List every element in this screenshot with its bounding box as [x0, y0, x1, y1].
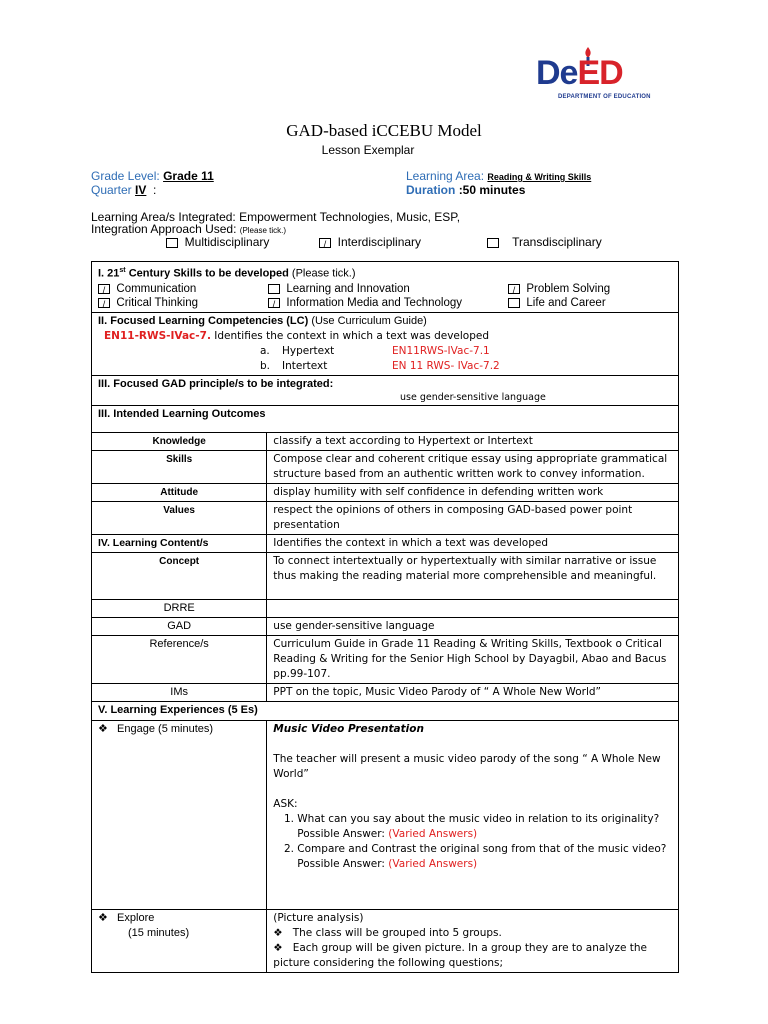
engage-heading: Music Video Presentation: [273, 722, 424, 735]
checkbox-icon[interactable]: /: [508, 284, 520, 294]
outcome-row: [92, 501, 679, 534]
duration: Duration :50 minutes: [406, 183, 526, 197]
skill-problem-solving[interactable]: / Problem Solving: [508, 282, 610, 296]
section-gad-principle: [92, 375, 679, 405]
diamond-bullet-icon: ❖: [98, 722, 108, 735]
document-title: GAD-based iCCEBU Model: [286, 121, 482, 140]
skill-communication[interactable]: / Communication: [98, 282, 268, 296]
outcome-text: display humility with self confidence in defending written work: [267, 483, 679, 501]
gad-principle-value: use gender-sensitive language: [400, 391, 546, 403]
competency: EN11-RWS-IVac-7. Identifies the context in which a text was developed: [104, 329, 489, 342]
document-subtitle: Lesson Exemplar: [321, 143, 415, 157]
section-title: III. Focused GAD principle/s to be integrated:: [98, 377, 334, 390]
content-label: GAD: [92, 617, 267, 635]
outcome-row: [92, 432, 679, 450]
checkbox-icon[interactable]: /: [268, 298, 280, 308]
logo-subtitle: DEPARTMENT OF EDUCATION: [558, 94, 651, 100]
approach-interdisciplinary[interactable]: / Interdisciplinary: [319, 235, 421, 249]
outcome-label: Values: [92, 501, 267, 534]
checkbox-icon[interactable]: /: [319, 238, 331, 248]
content-label: IMs: [92, 683, 267, 701]
section-learning-content: [92, 534, 679, 552]
grade-level: Grade Level: Grade 11: [91, 169, 214, 183]
explore-list: [273, 926, 672, 971]
section-learning-experiences: [92, 701, 679, 720]
quarter: Quarter IV :: [91, 183, 157, 197]
checkbox-icon[interactable]: [268, 284, 280, 294]
question-list: [273, 812, 672, 872]
outcome-text: Compose clear and coherent critique essay using appropriate grammatical structure based from an authentic written work to convey information.: [267, 450, 679, 483]
learning-content-text: Identifies the context in which a text was developed: [267, 534, 679, 552]
skill-information-media[interactable]: / Information Media and Technology: [268, 296, 508, 310]
engage-intro: The teacher will present a music video parody of the song “ A Whole New World”: [273, 752, 661, 780]
section-competencies: [92, 312, 679, 375]
checkbox-icon[interactable]: [166, 238, 178, 248]
content-row: [92, 683, 679, 701]
section-title: V. Learning Experiences (5 Es): [98, 703, 258, 716]
checkbox-icon[interactable]: /: [98, 298, 110, 308]
competency-item: a. Hypertext EN11RWS-IVac-7.1: [260, 344, 490, 357]
outcome-row: [92, 450, 679, 483]
content-row: [92, 617, 679, 635]
engage-ask: ASK:: [273, 797, 298, 810]
outcome-label: Skills: [92, 450, 267, 483]
checkbox-icon[interactable]: [508, 298, 520, 308]
content-text: To connect intertextually or hypertextually with similar narrative or issue thus making the reading material more comprehensible and meaningful.: [267, 552, 679, 599]
outcome-row: [92, 483, 679, 501]
content-text: use gender-sensitive language: [267, 617, 679, 635]
question-item: 2. Compare and Contrast the original song from that of the music video? Possible Answer: (Varied Answers): [297, 842, 672, 872]
engage-content: [267, 720, 679, 909]
outcome-label: Attitude: [92, 483, 267, 501]
skill-life-career[interactable]: Life and Career: [508, 296, 606, 310]
section-title: III. Intended Learning Outcomes: [98, 407, 266, 420]
diamond-bullet-icon: ❖: [98, 911, 108, 924]
explore-row: [92, 909, 679, 972]
explore-content: [267, 909, 679, 972]
skill-critical-thinking[interactable]: / Critical Thinking: [98, 296, 268, 310]
explore-item: ❖ The class will be grouped into 5 groups.: [273, 926, 672, 941]
content-row: [92, 552, 679, 599]
outcome-text: respect the opinions of others in composing GAD-based power point presentation: [267, 501, 679, 534]
engage-row: [92, 720, 679, 909]
content-label: Reference/s: [92, 635, 267, 683]
question-item: 1. What can you say about the music video in relation to its originality? Possible Answer: (Varied Answers): [297, 812, 672, 842]
skill-learning-innovation[interactable]: Learning and Innovation: [268, 282, 508, 296]
content-row: [92, 599, 679, 617]
outcome-text: classify a text according to Hypertext or Intertext: [267, 432, 679, 450]
content-label: Concept: [92, 552, 267, 599]
explore-heading: (Picture analysis): [273, 911, 364, 924]
learning-area: Learning Area: Reading & Writing Skills: [406, 169, 592, 183]
content-text: [267, 599, 679, 617]
logo-wordmark: DeED: [536, 54, 623, 92]
content-row: [92, 635, 679, 683]
section-century-skills: [92, 262, 679, 313]
content-text: PPT on the topic, Music Video Parody of “ A Whole New World”: [267, 683, 679, 701]
engage-label: ❖ Engage (5 minutes): [92, 720, 267, 909]
integration-approach: Integration Approach Used: (Please tick.): [91, 222, 287, 236]
competency-item: b. Intertext EN 11 RWS- IVac-7.2: [260, 359, 500, 372]
learning-areas-integrated: Learning Area/s Integrated: Empowerment Technologies, Music, ESP,: [91, 210, 461, 224]
checkbox-icon[interactable]: [487, 238, 499, 248]
section-title: IV. Learning Content/s: [92, 534, 267, 552]
section-title: I. 21st Century Skills to be developed (Please tick.): [98, 267, 356, 280]
content-label: DRRE: [92, 599, 267, 617]
lesson-table: [91, 261, 679, 973]
explore-item: ❖ Each group will be given picture. In a group they are to analyze the picture considering the following questions;: [273, 941, 672, 971]
approach-multidisciplinary[interactable]: Multidisciplinary: [166, 235, 269, 249]
explore-label: ❖ Explore (15 minutes): [92, 909, 267, 972]
section-learning-outcomes: [92, 405, 679, 432]
section-title: II. Focused Learning Competencies (LC) (Use Curriculum Guide): [98, 314, 427, 327]
checkbox-icon[interactable]: /: [98, 284, 110, 294]
deped-logo: [536, 52, 686, 107]
approach-transdisciplinary[interactable]: Transdisciplinary: [487, 235, 602, 249]
content-text: Curriculum Guide in Grade 11 Reading & Writing Skills, Textbook o Critical Reading & Writing for the Senior High School by Dayagbil, Abao and Bacus pp.99-107.: [267, 635, 679, 683]
outcome-label: Knowledge: [92, 432, 267, 450]
